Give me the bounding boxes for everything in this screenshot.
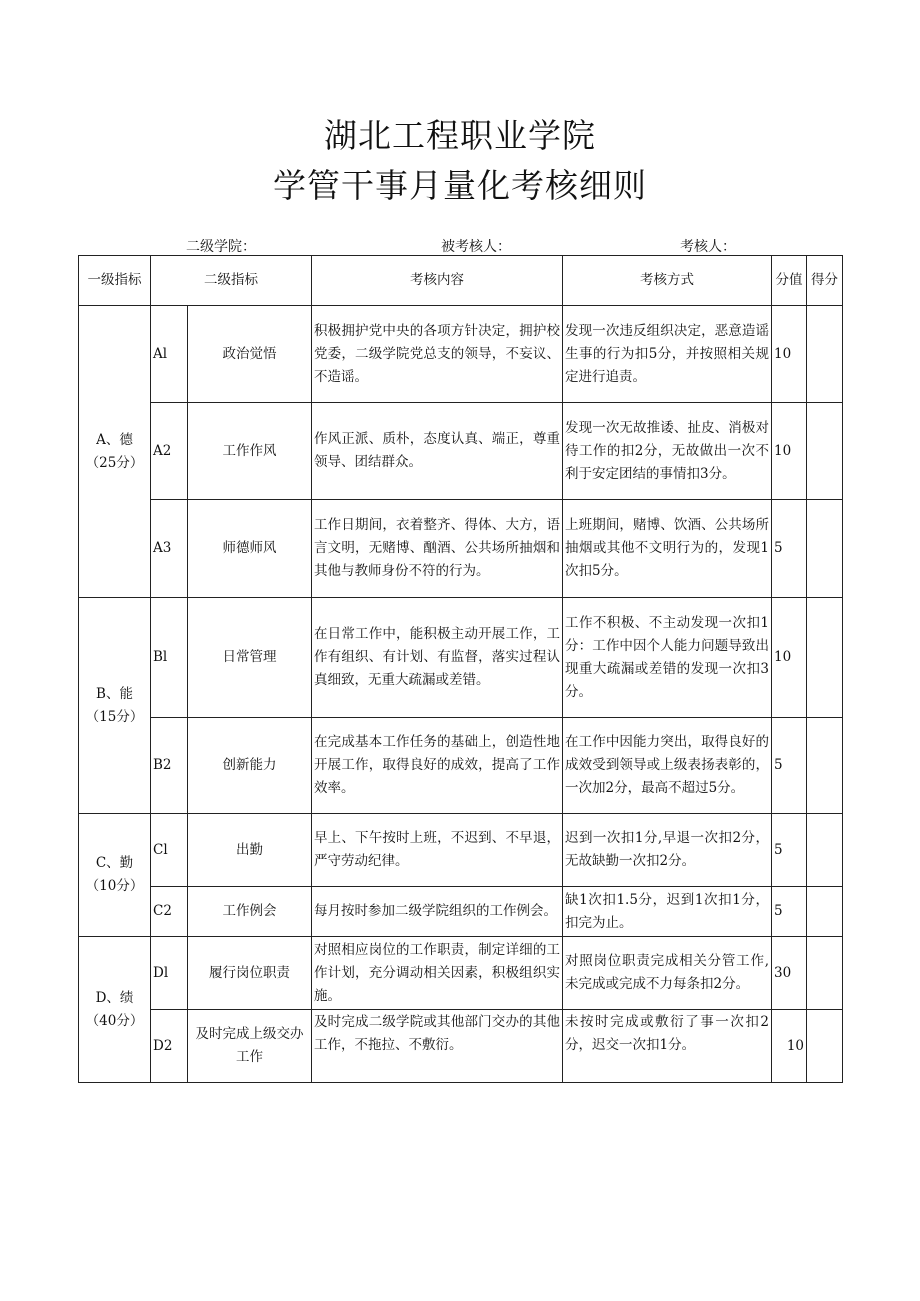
row-code: C2 <box>151 887 188 937</box>
row-score: 5 <box>772 887 807 937</box>
row-name: 履行岗位职责 <box>188 937 312 1010</box>
row-earned[interactable] <box>807 814 843 887</box>
header-method: 考核方式 <box>563 256 772 306</box>
row-score: 5 <box>772 500 807 598</box>
header-earned: 得分 <box>807 256 843 306</box>
row-earned[interactable] <box>807 598 843 718</box>
row-content: 作风正派、质朴，态度认真、端正，尊重领导、团结群众。 <box>312 403 563 500</box>
row-method: 缺1次扣1.5分，迟到1次扣1分，扣完为止。 <box>563 887 772 937</box>
header-level1: 一级指标 <box>79 256 151 306</box>
row-method: 工作不积极、不主动发现一次扣1分：工作中因个人能力问题导致出现重大疏漏或差错的发现一次扣3分。 <box>563 598 772 718</box>
table-row <box>79 814 843 887</box>
row-code: Cl <box>151 814 188 887</box>
row-score: 5 <box>772 718 807 814</box>
row-content: 及时完成二级学院或其他部门交办的其他工作，不拖拉、不敷衍。 <box>312 1010 563 1083</box>
row-earned[interactable] <box>807 403 843 500</box>
row-content: 在完成基本工作任务的基础上，创造性地开展工作，取得良好的成效，提高了工作效率。 <box>312 718 563 814</box>
row-content: 每月按时参加二级学院组织的工作例会。 <box>312 887 563 937</box>
table-row <box>79 403 843 500</box>
row-score: 10 <box>772 598 807 718</box>
row-score: 30 <box>772 937 807 1010</box>
row-method: 发现一次无故推诿、扯皮、消极对待工作的扣2分，无故做出一次不利于安定团结的事情扣3分。 <box>563 403 772 500</box>
table-row <box>79 306 843 403</box>
assessor-label: 考核人： <box>680 239 736 255</box>
group-a-label: A、德（25分） <box>79 306 151 598</box>
row-score: 10 <box>772 1010 807 1083</box>
header-score: 分值 <box>772 256 807 306</box>
row-content: 早上、下午按时上班，不迟到、不早退，严守劳动纪律。 <box>312 814 563 887</box>
row-code: Bl <box>151 598 188 718</box>
group-c-label: C、勤（10分） <box>79 814 151 937</box>
row-name: 师德师风 <box>188 500 312 598</box>
row-score: 10 <box>772 403 807 500</box>
row-name: 出勤 <box>188 814 312 887</box>
row-earned[interactable] <box>807 718 843 814</box>
table-row <box>79 500 843 598</box>
row-method: 对照岗位职责完成相关分管工作,未完成或完成不力每条扣2分。 <box>563 937 772 1010</box>
group-b-label: B、能（15分） <box>79 598 151 814</box>
table-row <box>79 598 843 718</box>
row-method: 在工作中因能力突出，取得良好的成效受到领导或上级表扬表彰的，一次加2分，最高不超过5分。 <box>563 718 772 814</box>
row-score: 5 <box>772 814 807 887</box>
row-content: 积极拥护党中央的各项方针决定，拥护校党委，二级学院党总支的领导，不妄议、不造谣。 <box>312 306 563 403</box>
group-d-label: D、绩（40分） <box>79 937 151 1083</box>
row-name: 日常管理 <box>188 598 312 718</box>
row-code: Al <box>151 306 188 403</box>
table-row <box>79 718 843 814</box>
assessment-table <box>78 255 843 1083</box>
row-name: 创新能力 <box>188 718 312 814</box>
page-subtitle: 学管干事月量化考核细则 <box>273 166 647 205</box>
row-method: 上班期间，赌博、饮酒、公共场所抽烟或其他不文明行为的，发现1次扣5分。 <box>563 500 772 598</box>
table-row <box>79 887 843 937</box>
row-earned[interactable] <box>807 500 843 598</box>
row-name: 政治觉悟 <box>188 306 312 403</box>
row-code: D2 <box>151 1010 188 1083</box>
row-code: Dl <box>151 937 188 1010</box>
header-row <box>79 256 843 306</box>
table-row <box>79 937 843 1010</box>
row-name: 及时完成上级交办工作 <box>188 1010 312 1083</box>
assessee-label: 被考核人： <box>441 239 511 255</box>
row-earned[interactable] <box>807 1010 843 1083</box>
row-method: 未按时完成或敷衍了事一次扣2分，迟交一次扣1分。 <box>563 1010 772 1083</box>
row-code: B2 <box>151 718 188 814</box>
row-earned[interactable] <box>807 306 843 403</box>
college-label: 二级学院： <box>186 239 256 255</box>
table-row <box>79 1010 843 1083</box>
row-method: 发现一次违反组织决定，恶意造谣生事的行为扣5分，并按照相关规定进行追责。 <box>563 306 772 403</box>
row-code: A3 <box>151 500 188 598</box>
row-name: 工作例会 <box>188 887 312 937</box>
row-content: 工作日期间，衣着整齐、得体、大方，语言文明，无赌博、酗酒、公共场所抽烟和其他与教师身份不符的行为。 <box>312 500 563 598</box>
row-code: A2 <box>151 403 188 500</box>
header-level2: 二级指标 <box>151 256 312 306</box>
row-content: 对照相应岗位的工作职责，制定详细的工作计划，充分调动相关因素，积极组织实施。 <box>312 937 563 1010</box>
row-method: 迟到一次扣1分,早退一次扣2分，无故缺勤一次扣2分。 <box>563 814 772 887</box>
row-earned[interactable] <box>807 887 843 937</box>
header-content: 考核内容 <box>312 256 563 306</box>
row-name: 工作作风 <box>188 403 312 500</box>
row-score: 10 <box>772 306 807 403</box>
row-content: 在日常工作中，能积极主动开展工作，工作有组织、有计划、有监督，落实过程认真细致，无重大疏漏或差错。 <box>312 598 563 718</box>
row-earned[interactable] <box>807 937 843 1010</box>
page-title: 湖北工程职业学院 <box>324 116 596 155</box>
